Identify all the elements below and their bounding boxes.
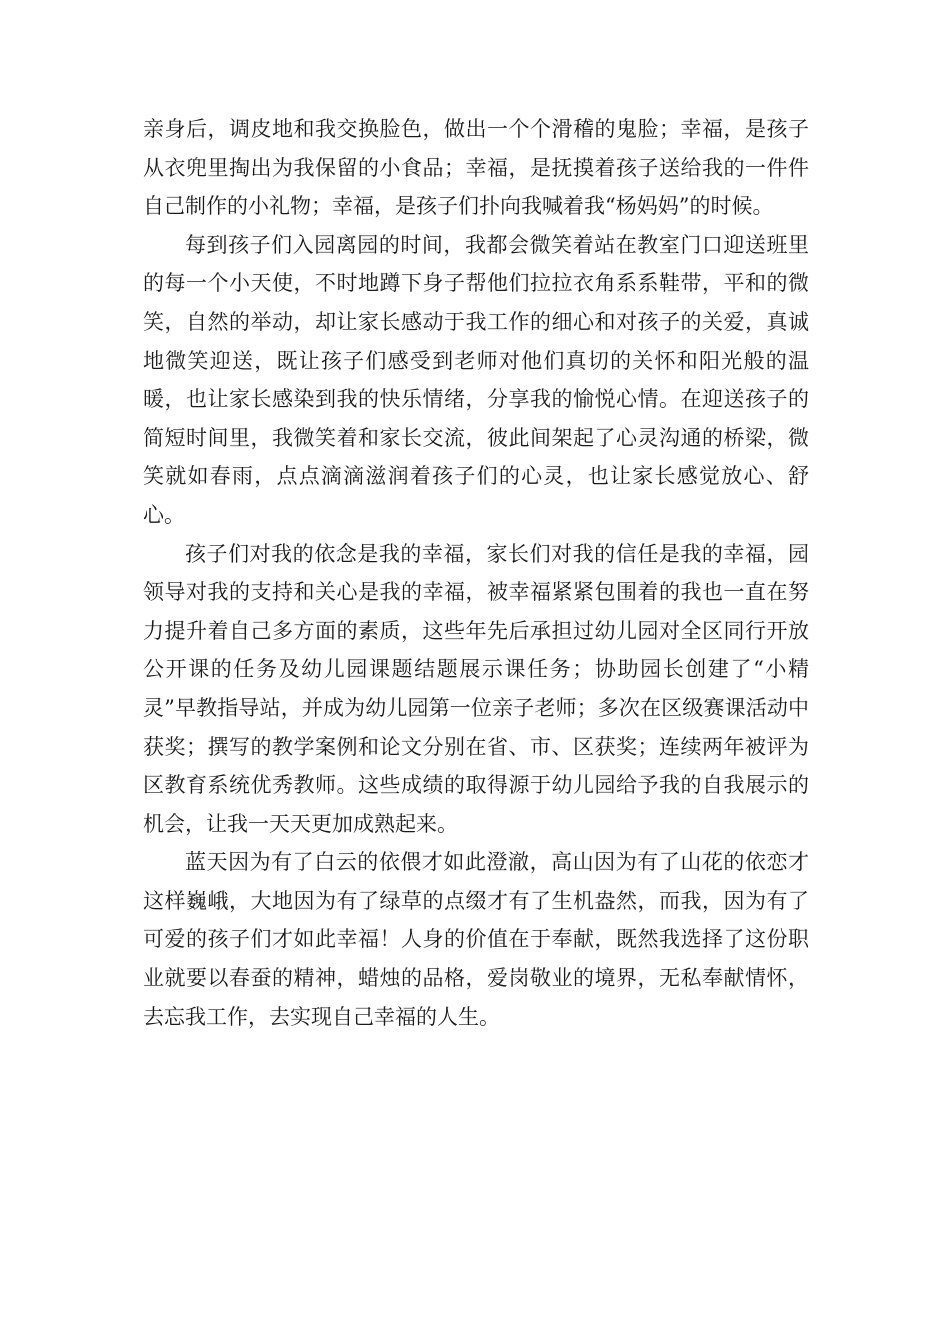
paragraph-3: 孩子们对我的依念是我的幸福，家长们对我的信任是我的幸福，园领导对我的支持和关心是我的幸福，被幸福紧紧包围着的我也一直在努力提升着自己多方面的素质，这些年先后承担过幼儿园对全区同行开放公开课的任务及幼儿园课题结题展示课任务；协助园长创建了“小精灵”早教指导站，并成为幼儿园第一位亲子老师；多次在区级赛课活动中获奖；撰写的教学案例和论文分别在省、市、区获奖；连续两年被评为区教育系统优秀教师。这些成绩的取得源于幼儿园给予我的自我展示的机会，让我一天天更加成熟起来。 xyxy=(143,541,809,836)
body-text xyxy=(143,110,809,1036)
paragraph-4: 蓝天因为有了白云的依偎才如此澄澈，高山因为有了山花的依恋才这样巍峨，大地因为有了绿草的点缀才有了生机盎然，而我，因为有了可爱的孩子们才如此幸福！人身的价值在于奉献，既然我选择了这份职业就要以春蚕的精神，蜡烛的品格，爱岗敬业的境界，无私奉献情怀，去忘我工作，去实现自己幸福的人生。 xyxy=(143,850,809,1029)
paragraph-1: 亲身后，调皮地和我交换脸色，做出一个个滑稽的鬼脸；幸福，是孩子从衣兜里掏出为我保留的小食品；幸福，是抚摸着孩子送给我的一件件自己制作的小礼物；幸福，是孩子们扑向我喊着我“杨妈妈”的时候。 xyxy=(143,117,809,219)
paragraph-2: 每到孩子们入园离园的时间，我都会微笑着站在教室门口迎送班里的每一个小天使，不时地蹲下身子帮他们拉拉衣角系系鞋带，平和的微笑，自然的举动，却让家长感动于我工作的细心和对孩子的关爱，真诚地微笑迎送，既让孩子们感受到老师对他们真切的关怀和阳光般的温暖，也让家长感染到我的快乐情绪，分享我的愉悦心情。在迎送孩子的简短时间里，我微笑着和家长交流，彼此间架起了心灵沟通的桥梁，微笑就如春雨，点点滴滴滋润着孩子们的心灵，也让家长感觉放心、舒心。 xyxy=(143,232,809,527)
